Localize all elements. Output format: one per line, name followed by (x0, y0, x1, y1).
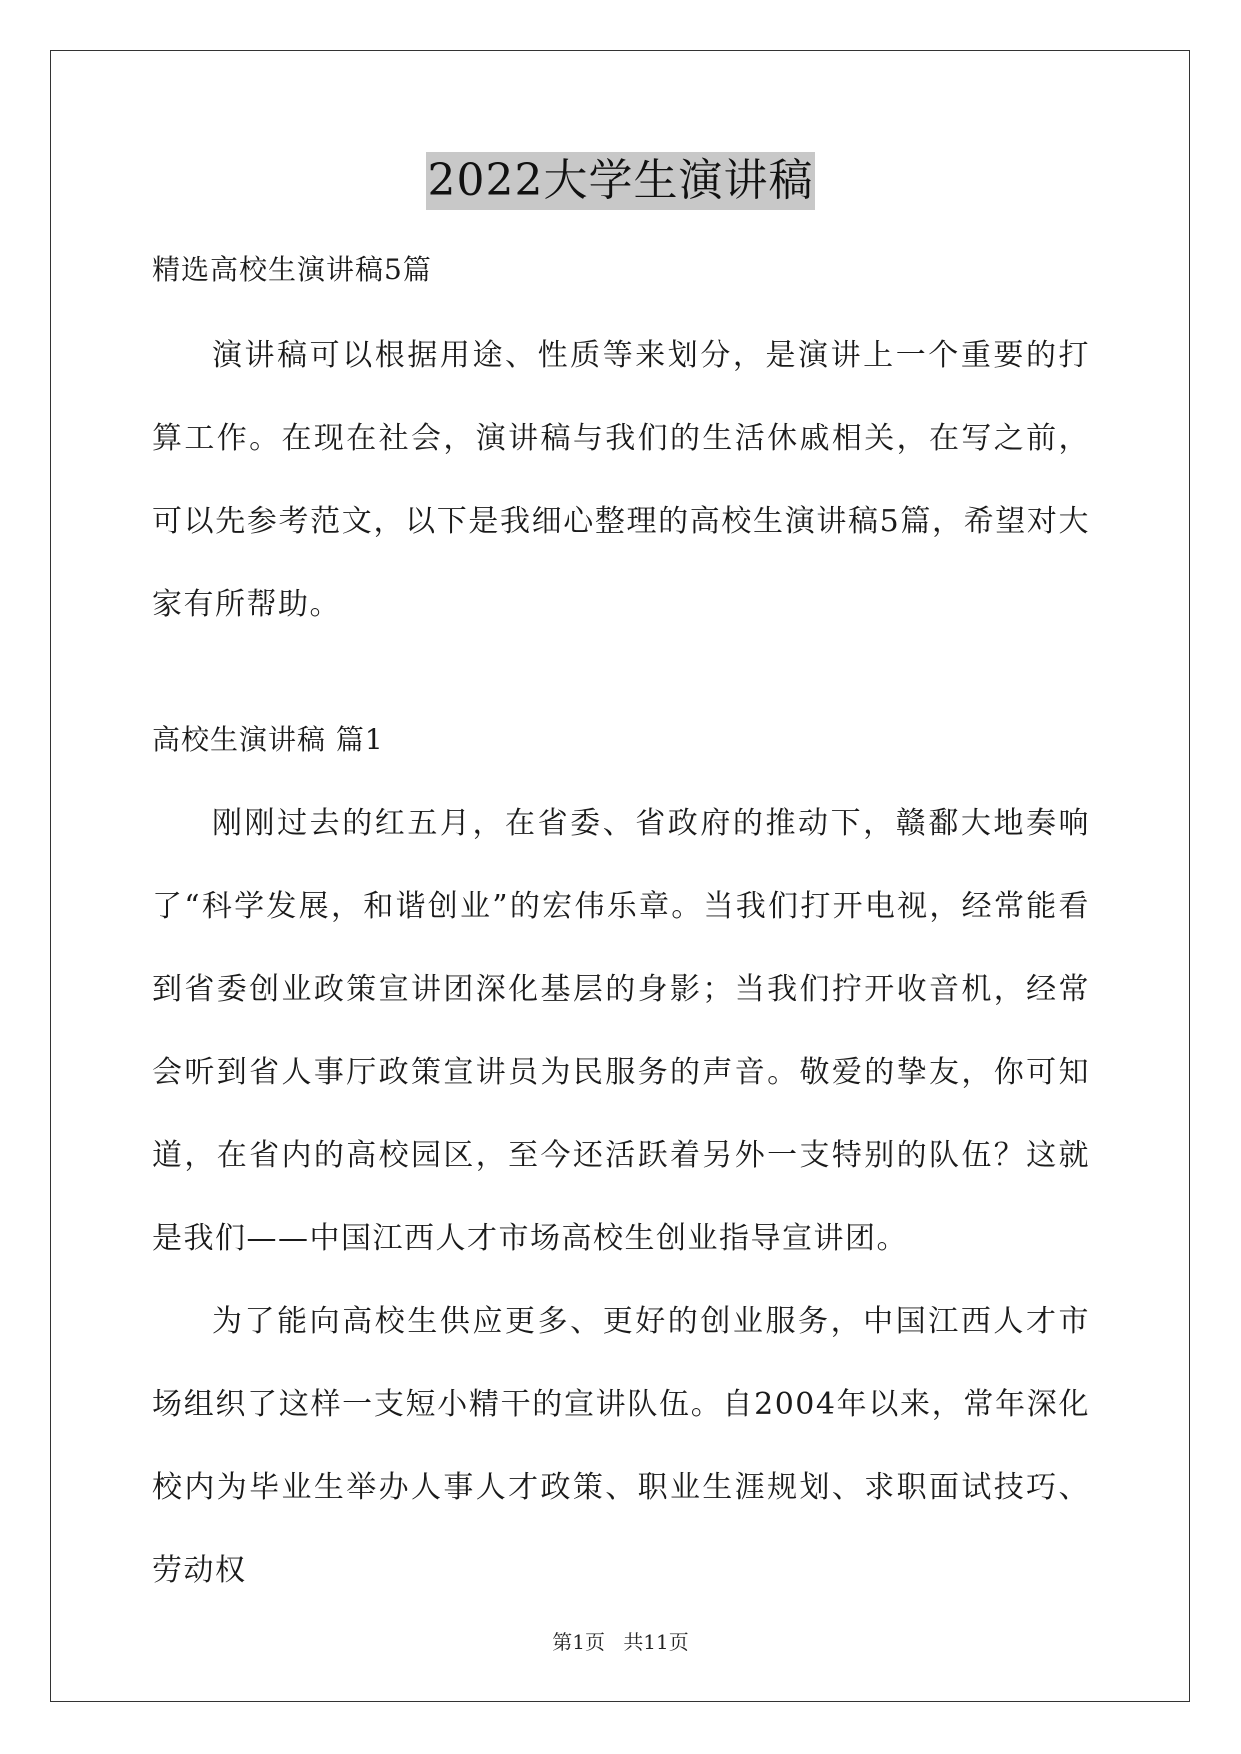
body-paragraph-2: 为了能向高校生供应更多、更好的创业服务，中国江西人才市场组织了这样一支短小精干的宣讲队伍。自2004年以来，常年深化校内为毕业生举办人事人才政策、职业生涯规划、求职面试技巧、劳动权 (152, 1304, 1090, 1588)
page-footer (0, 1628, 1241, 1656)
document-title: 2022大学生演讲稿 (426, 152, 816, 210)
page-number-current: 第1页 (552, 1630, 605, 1654)
document-subtitle: 精选高校生演讲稿5篇 (152, 253, 432, 286)
document-body (152, 250, 1090, 1612)
section-heading: 高校生演讲稿 篇1 (152, 723, 384, 756)
page-number-total: 共11页 (623, 1630, 689, 1654)
title-container (0, 152, 1241, 210)
body-paragraph-1: 刚刚过去的红五月，在省委、省政府的推动下，赣鄱大地奏响了“科学发展，和谐创业”的宏伟乐章。当我们打开电视，经常能看到省委创业政策宣讲团深化基层的身影；当我们拧开收音机，经常会听到省人事厅政策宣讲员为民服务的声音。敬爱的挚友，你可知道，在省内的高校园区，至今还活跃着另外一支特别的队伍？这就是我们——中国江西人才市场高校生创业指导宣讲团。 (152, 806, 1090, 1256)
intro-paragraph: 演讲稿可以根据用途、性质等来划分，是演讲上一个重要的打算工作。在现在社会，演讲稿与我们的生活休戚相关，在写之前，可以先参考范文，以下是我细心整理的高校生演讲稿5篇，希望对大家有所帮助。 (152, 338, 1090, 622)
